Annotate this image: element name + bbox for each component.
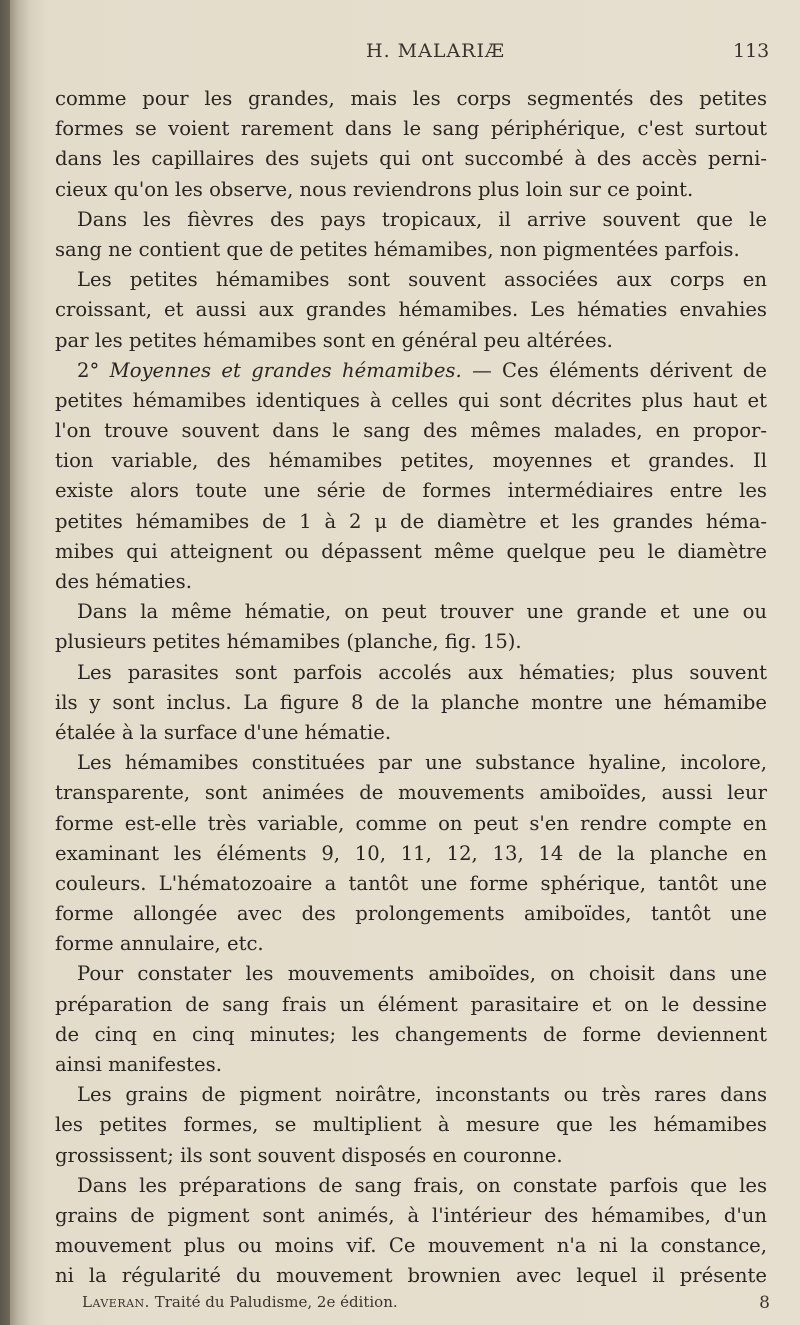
text-line: ainsi manifestes.	[55, 1053, 222, 1076]
text-line: couleurs. L'hématozoaire a tantôt une forme sphérique, tantôt une	[55, 871, 767, 895]
text-line: Les petites hémamibes sont souvent associées aux corps en	[77, 268, 767, 292]
text-line: Les parasites sont parfois accolés aux hématies; plus souvent	[77, 660, 767, 684]
text-line: 2° Moyennes et grandes hémamibes. — Ces éléments dérivent de	[77, 358, 767, 382]
text-line: ils y sont inclus. La figure 8 de la planche montre une hémamibe	[55, 690, 767, 714]
text-line: étalée à la surface d'une hématie.	[55, 720, 392, 744]
text-line: par les petites hémamibes sont en général peu altérées.	[55, 328, 613, 352]
running-title: H. MALARIÆ	[366, 40, 505, 62]
text-line: grossissent; ils sont souvent disposés en couronne.	[55, 1143, 563, 1167]
text-line: Les hémamibes constituées par une substance hyaline, incolore,	[77, 751, 767, 775]
text-line: comme pour les grandes, mais les corps segmentés des petites	[55, 87, 767, 110]
body-text	[55, 84, 767, 1292]
text-line: tion variable, des hémamibes petites, moyennes et grandes. Il	[55, 449, 767, 473]
text-line: l'on trouve souvent dans le sang des mêmes malades, en propor-	[55, 419, 767, 443]
footer-author: Laveran.	[82, 1293, 150, 1311]
text-line: Les grains de pigment noirâtre, inconstants ou très rares dans	[77, 1083, 767, 1107]
text-line: les petites formes, se multiplient à mesure que les hémamibes	[55, 1113, 767, 1137]
text-line: examinant les éléments 9, 10, 11, 12, 13, 14 de la planche en	[55, 841, 767, 865]
text-line: formes se voient rarement dans le sang périphérique, c'est surtout	[55, 117, 767, 141]
text-line: de cinq en cinq minutes; les changements de forme deviennent	[55, 1022, 767, 1046]
text-line: des hématies.	[55, 570, 192, 593]
binding-gutter-shadow	[0, 0, 10, 1325]
text-line: grains de pigment sont animés, à l'intérieur des hémamibes, d'un	[55, 1203, 767, 1227]
text-line: plusieurs petites hémamibes (planche, fig. 15).	[55, 630, 522, 654]
section-heading-italic: Moyennes et grandes hémamibes.	[109, 358, 462, 382]
text-line: mibes qui atteignent ou dépassent même quelque peu le diamètre	[55, 539, 767, 563]
text-line: Pour constater les mouvements amiboïdes, on choisit dans une	[77, 962, 767, 986]
text-line: forme allongée avec des prolongements amiboïdes, tantôt une	[55, 902, 767, 926]
text-line: dans les capillaires des sujets qui ont succombé à des accès perni-	[55, 147, 767, 171]
text-line: cieux qu'on les observe, nous reviendrons plus loin sur ce point.	[55, 177, 694, 201]
footer-citation: Laveran. Traité du Paludisme, 2e édition.	[82, 1293, 398, 1311]
text-line: Dans les fièvres des pays tropicaux, il arrive souvent que le	[77, 207, 767, 231]
text-line: Dans les préparations de sang frais, on constate parfois que les	[77, 1173, 767, 1197]
text-line: mouvement plus ou moins vif. Ce mouvement n'a ni la constance,	[55, 1234, 767, 1258]
text-line: existe alors toute une série de formes intermédiaires entre les	[55, 479, 767, 503]
text-line: croissant, et aussi aux grandes hémamibes. Les hématies envahies	[55, 298, 767, 322]
text-line: forme annulaire, etc.	[55, 932, 264, 956]
text-line: préparation de sang frais un élément parasitaire et on le dessine	[55, 992, 767, 1016]
page-number: 113	[733, 40, 770, 62]
text-line: forme est-elle très variable, comme on peut s'en rendre compte en	[55, 811, 767, 835]
text-line: ni la régularité du mouvement brownien avec lequel il présente	[55, 1264, 767, 1288]
printer-signature-mark: 8	[759, 1293, 770, 1313]
text-line: sang ne contient que de petites hémamibes, non pigmentées parfois.	[55, 237, 740, 261]
text-line: Dans la même hématie, on peut trouver une grande et une ou	[77, 600, 767, 624]
text-line: transparente, sont animées de mouvements amiboïdes, aussi leur	[55, 781, 767, 805]
page-footer	[82, 1293, 772, 1315]
text-line: petites hémamibes de 1 à 2 μ de diamètre et les grandes héma-	[55, 509, 767, 533]
text-line: petites hémamibes identiques à celles qui sont décrites plus haut et	[55, 388, 767, 412]
page-header	[0, 40, 800, 70]
